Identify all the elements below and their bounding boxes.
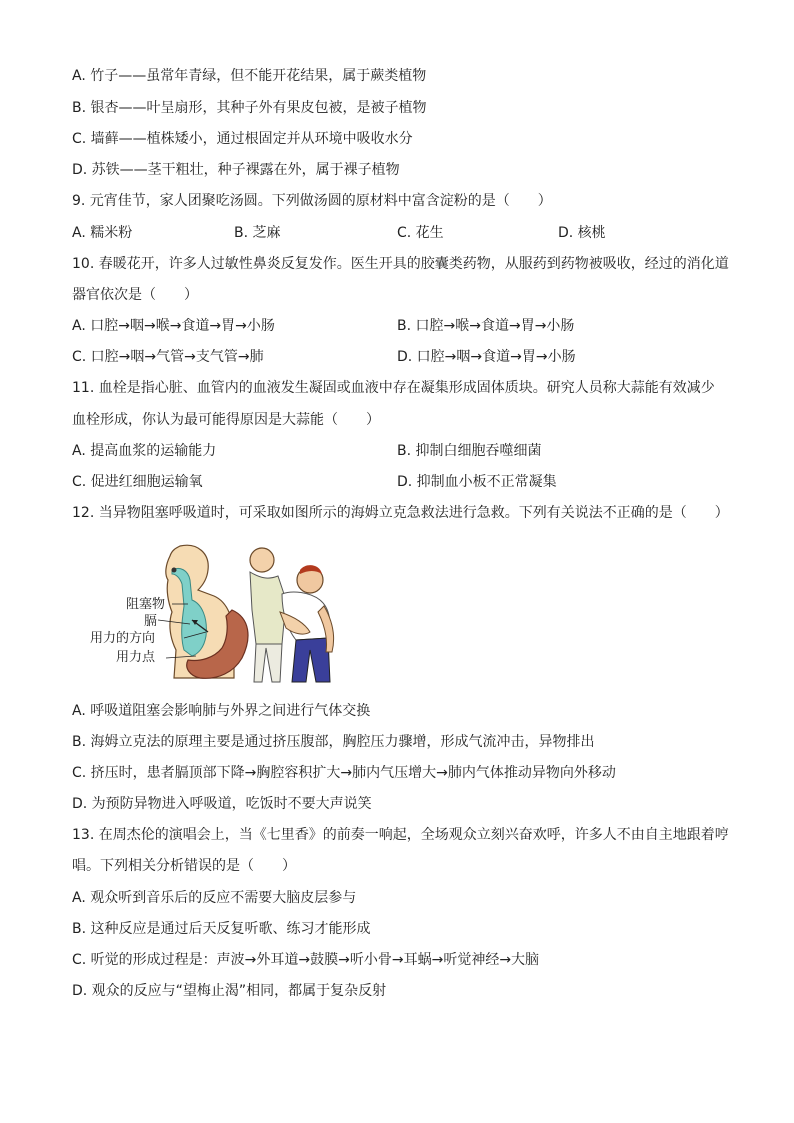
q10-option-b: B. 口腔→喉→食道→胃→小肠 <box>397 318 575 334</box>
q13-option-a: A. 观众听到音乐后的反应不需要大脑皮层参与 <box>72 890 357 906</box>
q11-option-c: C. 促进红细胞运输氧 <box>72 474 203 490</box>
heimlich-figure <box>90 540 340 685</box>
q9-option-b: B. 芝麻 <box>234 225 281 241</box>
q12-option-d: D. 为预防异物进入呼吸道，吃饭时不要大声说笑 <box>72 796 372 812</box>
q9-option-c: C. 花生 <box>397 225 444 241</box>
q11-stem-line1: 11. 血栓是指心脏、血管内的血液发生凝固或血液中存在凝集形成固体质块。研究人员称大蒜能有效减少 <box>72 380 715 396</box>
q10-option-a: A. 口腔→咽→喉→食道→胃→小肠 <box>72 318 275 334</box>
q11-stem-line2: 血栓形成，你认为最可能得原因是大蒜能（ ） <box>72 412 380 428</box>
q12-option-b: B. 海姆立克法的原理主要是通过挤压腹部，胸腔压力骤增，形成气流冲击，异物排出 <box>72 734 595 750</box>
q11-option-a: A. 提高血浆的运输能力 <box>72 443 217 459</box>
q13-stem-line2: 唱。下列相关分析错误的是（ ） <box>72 858 296 874</box>
q12-stem: 12. 当异物阻塞呼吸道时，可采取如图所示的海姆立克急救法进行急救。下列有关说法不正确的是（ ） <box>72 505 729 521</box>
figure-label-blockage: 阻塞物 <box>126 597 166 612</box>
q13-option-d: D. 观众的反应与“望梅止渴”相同，都属于复杂反射 <box>72 983 387 999</box>
q11-option-b: B. 抑制白细胞吞噬细菌 <box>397 443 542 459</box>
q10-stem-line1: 10. 春暖花开，许多人过敏性鼻炎反复发作。医生开具的胶囊类药物，从服药到药物被吸收，经过的消化道 <box>72 256 729 272</box>
q8-option-a: A. 竹子——虽常年青绿，但不能开花结果，属于蕨类植物 <box>72 68 427 84</box>
figure-label-force-direction: 用力的方向 <box>90 631 156 646</box>
q12-option-a: A. 呼吸道阻塞会影响肺与外界之间进行气体交换 <box>72 703 371 719</box>
q11-option-d: D. 抑制血小板不正常凝集 <box>397 474 557 490</box>
q8-option-d: D. 苏铁——茎干粗壮，种子裸露在外，属于裸子植物 <box>72 162 400 178</box>
q10-option-d: D. 口腔→咽→食道→胃→小肠 <box>397 349 576 365</box>
q13-option-b: B. 这种反应是通过后天反复听歌、练习才能形成 <box>72 921 371 937</box>
q8-option-c: C. 墙藓——植株矮小，通过根固定并从环境中吸收水分 <box>72 131 413 147</box>
q9-stem: 9. 元宵佳节，家人团聚吃汤圆。下列做汤圆的原材料中富含淀粉的是（ ） <box>72 193 552 209</box>
figure-label-diaphragm: 膈 <box>144 614 158 629</box>
q12-option-c: C. 挤压时，患者膈顶部下降→胸腔容积扩大→肺内气压增大→肺内气体推动异物向外移动 <box>72 765 616 781</box>
q10-stem-line2: 器官依次是（ ） <box>72 287 198 303</box>
q8-option-b: B. 银杏——叶呈扇形，其种子外有果皮包被，是被子植物 <box>72 100 427 116</box>
q9-option-a: A. 糯米粉 <box>72 225 133 241</box>
figure-label-force-point: 用力点 <box>116 650 156 665</box>
q13-stem-line1: 13. 在周杰伦的演唱会上，当《七里香》的前奏一响起，全场观众立刻兴奋欢呼，许多人不由自主地跟着哼 <box>72 827 729 843</box>
q10-option-c: C. 口腔→咽→气管→支气管→肺 <box>72 349 264 365</box>
q13-option-c: C. 听觉的形成过程是：声波→外耳道→鼓膜→听小骨→耳蜗→听觉神经→大脑 <box>72 952 540 968</box>
q9-option-d: D. 核桃 <box>558 225 606 241</box>
